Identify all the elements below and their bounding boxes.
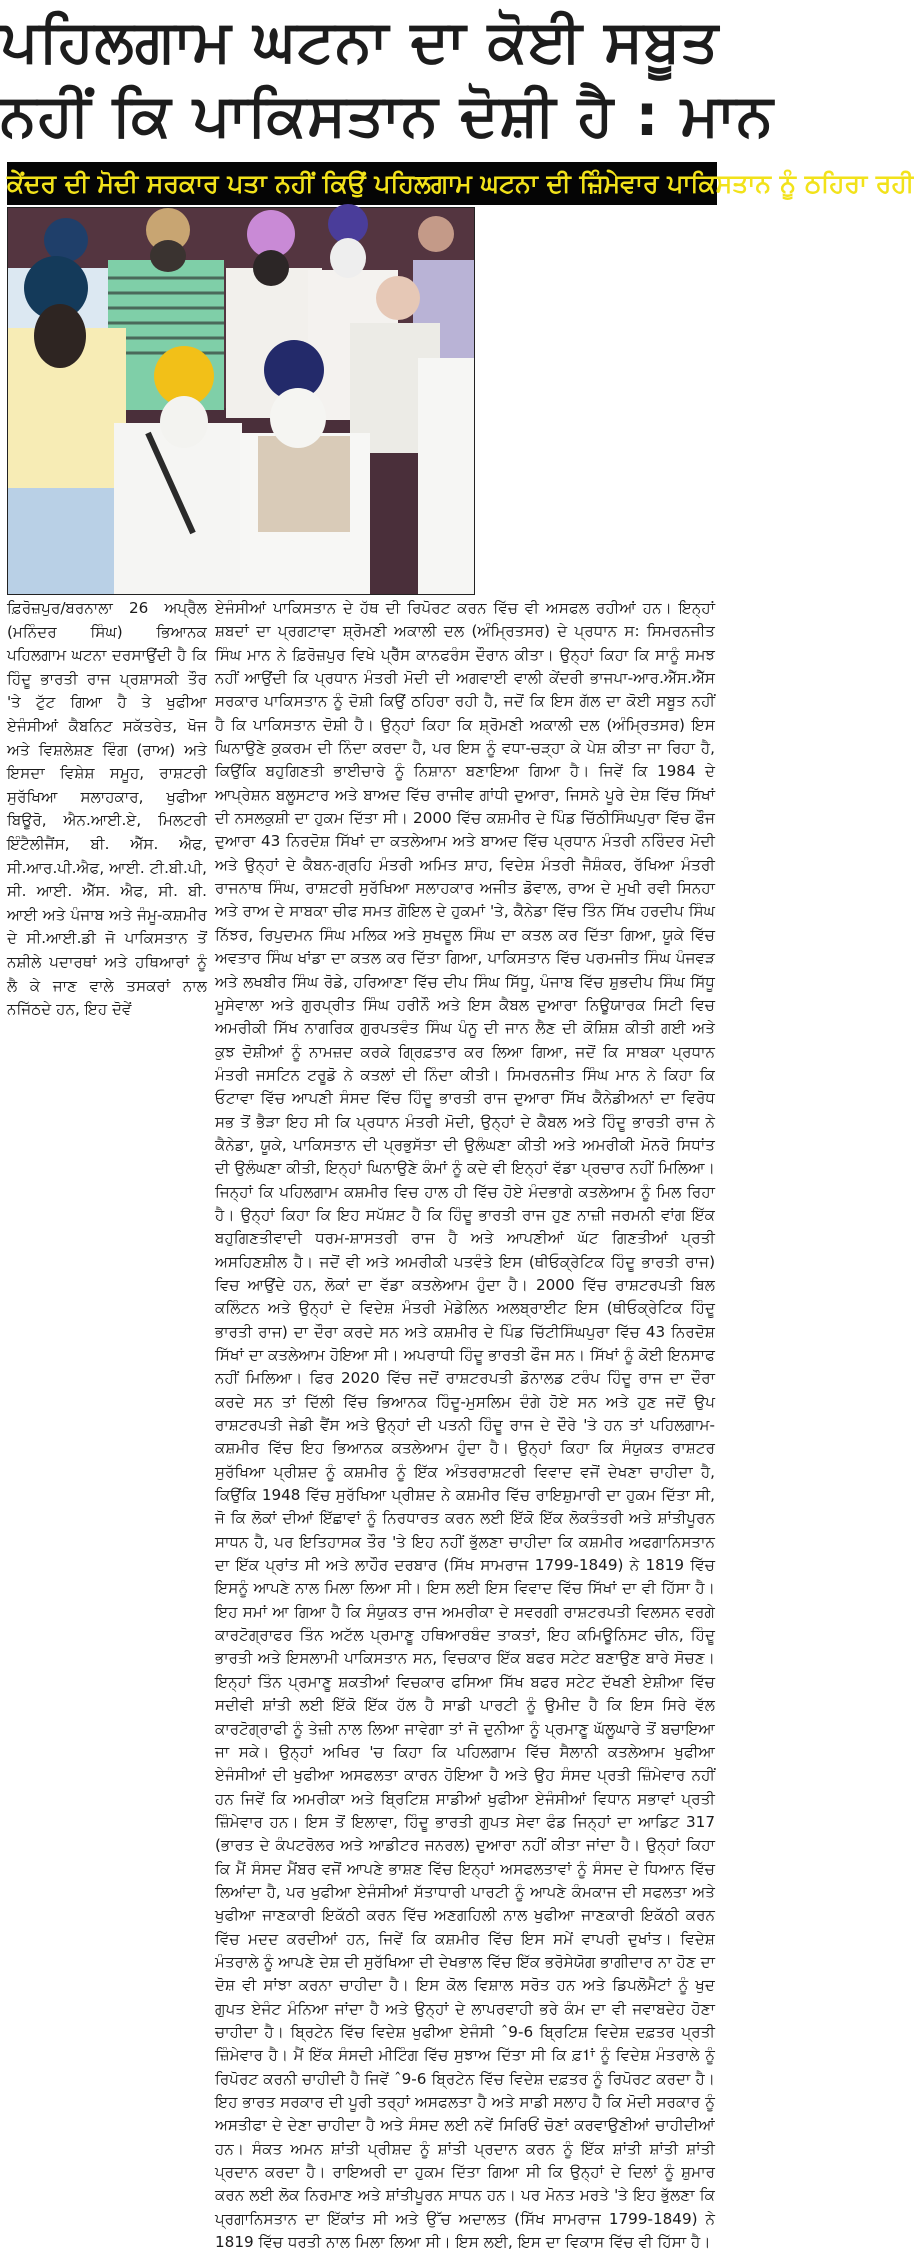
headline-line-1: ਪਹਿਲਗਾਮ ਘਟਨਾ ਦਾ ਕੋਈ ਸਬੂਤ — [0, 7, 720, 75]
dateline: ਫ਼ਿਰੋਜ਼ਪੁਰ/ਬਰਨਾਲਾ 26 ਅਪ੍ਰੈਲ (ਮਨਿੰਦਰ ਸਿੰਘ) — [7, 599, 207, 641]
subheadline-banner: ਕੇਂਦਰ ਦੀ ਮੋਦੀ ਸਰਕਾਰ ਪਤਾ ਨਹੀਂ ਕਿਉਂ ਪਹਿਲਗਾਮ ਘਟਨਾ ਦੀ ਜ਼ਿੰਮੇਵਾਰ ਪਾਕਿਸਤਾਨ ਨੂੰ ਠਹਿਰਾ ਰਹੀ — [7, 162, 717, 205]
left-column-paragraph — [7, 597, 207, 1022]
headline — [0, 4, 774, 152]
beard — [150, 240, 186, 272]
white-beard — [270, 388, 326, 448]
headline-line-2: ਨਹੀਂ ਕਿ ਪਾਕਿਸਤਾਨ ਦੋਸ਼ੀ ਹੈ : ਮਾਨ — [0, 81, 774, 149]
white-kurta — [114, 423, 242, 594]
beard — [253, 250, 289, 286]
left-column-body: ਭਿਆਨਕ ਪਹਿਲਗਾਮ ਘਟਨਾ ਦਰਸਾਉਂਦੀ ਹੈ ਕਿ ਹਿੰਦੂ ਭਾਰਤੀ ਰਾਜ ਪ੍ਰਸ਼ਾਸਕੀ ਤੌਰ 'ਤੇ ਟੁੱਟ ਗਿਆ ਹੈ ਤੇ ਖੁਫੀਆ ਏਜੰਸੀਆਂ ਕੈਬਨਿਟ ਸਕੱਤਰੇਤ, ਖੋਜ ਅਤੇ ਵਿਸ਼ਲੇਸ਼ਣ ਵਿੰਗ (ਰਾਅ) ਅਤੇ ਇਸਦਾ ਵਿਸ਼ੇਸ਼ ਸਮੂਹ, ਰਾਸ਼ਟਰੀ ਸੁਰੱਖਿਆ ਸਲਾਹਕਾਰ, ਖੁਫੀਆ ਬਿਊਰੋ, ਐਨ.ਆਈ.ਏ, ਮਿਲਟਰੀ ਇੰਟੈਲੀਜੈਂਸ, ਬੀ. ਐੱਸ. ਐਫ, ਸੀ.ਆਰ.ਪੀ.ਐਫ, ਆਈ. ਟੀ.ਬੀ.ਪੀ, ਸੀ. ਆਈ. ਐੱਸ. ਐਫ, ਸੀ. ਬੀ. ਆਈ ਅਤੇ ਪੰਜਾਬ ਅਤੇ ਜੰਮੂ-ਕਸ਼ਮੀਰ ਦੇ ਸੀ.ਆਈ.ਡੀ ਜੋ ਪਾਕਿਸਤਾਨ ਤੋਂ ਨਸ਼ੀਲੇ ਪਦਾਰਥਾਂ ਅਤੇ ਹਥਿਆਰਾਂ ਨੂੰ ਲੈ ਕੇ ਜਾਣ ਵਾਲੇ ਤਸਕਰਾਂ ਨਾਲ ਨਜਿੱਠਦੇ ਹਨ, ਇਹ ਦੋਵੇਂ — [7, 622, 207, 1019]
white-beard — [160, 396, 208, 448]
article-left-column — [7, 597, 207, 1022]
right-column-body: ਏਜੰਸੀਆਂ ਪਾਕਿਸਤਾਨ ਦੇ ਹੱਥ ਦੀ ਰਿਪੋਰਟ ਕਰਨ ਵਿੱਚ ਵੀ ਅਸਫਲ ਰਹੀਆਂ ਹਨ। ਇਨ੍ਹਾਂ ਸ਼ਬਦਾਂ ਦਾ ਪ੍ਰਗਟਾਵਾ ਸ਼੍ਰੋਮਣੀ ਅਕਾਲੀ ਦਲ (ਅੰਮ੍ਰਿਤਸਰ) ਦੇ ਪ੍ਰਧਾਨ ਸ: ਸਿਮਰਨਜੀਤ ਸਿੰਘ ਮਾਨ ਨੇ ਫ਼ਿਰੋਜ਼ਪੁਰ ਵਿਖੇ ਪ੍ਰੈੱਸ ਕਾਨਫਰੰਸ ਦੌਰਾਨ ਕੀਤਾ। ਉਨ੍ਹਾਂ ਕਿਹਾ ਕਿ ਸਾਨੂੰ ਸਮਝ ਨਹੀਂ ਆਉਂਦੀ ਕਿ ਪ੍ਰਧਾਨ ਮੰਤਰੀ ਮੋਦੀ ਦੀ ਅਗਵਾਈ ਵਾਲੀ ਕੇਂਦਰੀ ਭਾਜਪਾ-ਆਰ.ਐੱਸ.ਐੱਸ ਸਰਕਾਰ ਪਾਕਿਸਤਾਨ ਨੂੰ ਦੋਸ਼ੀ ਕਿਉਂ ਠਹਿਰਾ ਰਹੀ ਹੈ, ਜਦੋਂ ਕਿ ਇਸ ਗੱਲ ਦਾ ਕੋਈ ਸਬੂਤ ਨਹੀਂ ਹੈ ਕਿ ਪਾਕਿਸਤਾਨ ਦੋਸ਼ੀ ਹੈ। ਉਨ੍ਹਾਂ ਕਿਹਾ ਕਿ ਸ਼੍ਰੋਮਣੀ ਅਕਾਲੀ ਦਲ (ਅੰਮ੍ਰਿਤਸਰ) ਇਸ ਘਿਨਾਉਣੇ ਕੁਕਰਮ ਦੀ ਨਿੰਦਾ ਕਰਦਾ ਹੈ, ਪਰ ਇਸ ਨੂੰ ਵਧਾ-ਚੜ੍ਹਾ ਕੇ ਪੇਸ਼ ਕੀਤਾ ਜਾ ਰਿਹਾ ਹੈ, ਕਿਉਂਕਿ ਬਹੁਗਿਣਤੀ ਭਾਈਚਾਰੇ ਨੂੰ ਨਿਸ਼ਾਨਾ ਬਣਾਇਆ ਗਿਆ ਹੈ। ਜਿਵੇਂ ਕਿ 1984 ਦੇ ਆਪ੍ਰੇਸ਼ਨ ਬਲੂਸਟਾਰ ਅਤੇ ਬਾਅਦ ਵਿੱਚ ਰਾਜੀਵ ਗਾਂਧੀ ਦੁਆਰਾ, ਜਿਸਨੇ ਪੂਰੇ ਦੇਸ਼ ਵਿੱਚ ਸਿੱਖਾਂ ਦੀ ਨਸਲਕੁਸ਼ੀ ਦਾ ਹੁਕਮ ਦਿੱਤਾ ਸੀ। 2000 ਵਿੱਚ ਕਸ਼ਮੀਰ ਦੇ ਪਿੰਡ ਚਿੱਠੀਸਿੰਘਪੁਰਾ ਵਿੱਚ ਫੌਜ ਦੁਆਰਾ 43 ਨਿਰਦੋਸ਼ ਸਿੱਖਾਂ ਦਾ ਕਤਲੇਆਮ ਅਤੇ ਬਾਅਦ ਵਿੱਚ ਪ੍ਰਧਾਨ ਮੰਤਰੀ ਨਰਿੰਦਰ ਮੋਦੀ ਅਤੇ ਉਨ੍ਹਾਂ ਦੇ ਕੈਬਨ-ਗ੍ਰਹਿ ਮੰਤਰੀ ਅਮਿਤ ਸ਼ਾਹ, ਵਿਦੇਸ਼ ਮੰਤਰੀ ਜੈਸ਼ੰਕਰ, ਰੱਖਿਆ ਮੰਤਰੀ ਰਾਜਨਾਥ ਸਿੰਘ, ਰਾਸ਼ਟਰੀ ਸੁਰੱਖਿਆ ਸਲਾਹਕਾਰ ਅਜੀਤ ਡੋਵਾਲ, ਰਾਅ ਦੇ ਮੁਖੀ ਰਵੀ ਸਿਨਹਾ ਅਤੇ ਰਾਅ ਦੇ ਸਾਬਕਾ ਚੀਫ ਸਮਤ ਗੋਇਲ ਦੇ ਹੁਕਮਾਂ 'ਤੇ, ਕੈਨੇਡਾ ਵਿੱਚ ਤਿੰਨ ਸਿੱਖ ਹਰਦੀਪ ਸਿੰਘ ਨਿੱਝਰ, ਰਿਪੁਦਮਨ ਸਿੰਘ ਮਲਿਕ ਅਤੇ ਸੁਖਦੂਲ ਸਿੰਘ ਦਾ ਕਤਲ ਕਰ ਦਿੱਤਾ ਗਿਆ, ਯੂਕੇ ਵਿੱਚ ਅਵਤਾਰ ਸਿੰਘ ਖਾਂਡਾ ਦਾ ਕਤਲ ਕਰ ਦਿੱਤਾ ਗਿਆ, ਪਾਕਿਸਤਾਨ ਵਿੱਚ ਪਰਮਜੀਤ ਸਿੰਘ ਪੰਜਵੜ ਅਤੇ ਲਖਬੀਰ ਸਿੰਘ ਰੋਡੇ, ਹਰਿਆਣਾ ਵਿੱਚ ਦੀਪ ਸਿੰਘ ਸਿੱਧੂ, ਪੰਜਾਬ ਵਿੱਚ ਸ਼ੁਭਦੀਪ ਸਿੰਘ ਸਿੱਧੂ ਮੂਸੇਵਾਲਾ ਅਤੇ ਗੁਰਪ੍ਰੀਤ ਸਿੰਘ ਹਰੀਨੌ ਅਤੇ ਇਸ ਕੈਬਲ ਦੁਆਰਾ ਨਿਊਯਾਰਕ ਸਿਟੀ ਵਿਚ ਅਮਰੀਕੀ ਸਿੱਖ ਨਾਗਰਿਕ ਗੁਰਪਤਵੰਤ ਸਿੰਘ ਪੰਨੂ ਦੀ ਜਾਨ ਲੈਣ ਦੀ ਕੋਸ਼ਿਸ਼ ਕੀਤੀ ਗਈ ਅਤੇ ਕੁਝ ਦੋਸ਼ੀਆਂ ਨੂੰ ਨਾਮਜ਼ਦ ਕਰਕੇ ਗ੍ਰਿਫ਼ਤਾਰ ਕਰ ਲਿਆ ਗਿਆ, ਜਦੋਂ ਕਿ ਸਾਬਕਾ ਪ੍ਰਧਾਨ ਮੰਤਰੀ ਜਸਟਿਨ ਟਰੂਡੋ ਨੇ ਕਤਲਾਂ ਦੀ ਨਿੰਦਾ ਕੀਤੀ। ਸਿਮਰਨਜੀਤ ਸਿੰਘ ਮਾਨ ਨੇ ਕਿਹਾ ਕਿ ਓਟਾਵਾ ਵਿੱਚ ਆਪਣੀ ਸੰਸਦ ਵਿੱਚ ਹਿੰਦੂ ਭਾਰਤੀ ਰਾਜ ਦੁਆਰਾ ਸਿੱਖ ਕੈਨੇਡੀਅਨਾਂ ਦਾ ਵਿਰੋਧ ਸਭ ਤੋਂ ਭੈੜਾ ਇਹ ਸੀ ਕਿ ਪ੍ਰਧਾਨ ਮੰਤਰੀ ਮੋਦੀ, ਉਨ੍ਹਾਂ ਦੇ ਕੈਬਲ ਅਤੇ ਹਿੰਦੂ ਭਾਰਤੀ ਰਾਜ ਨੇ ਕੈਨੇਡਾ, ਯੂਕੇ, ਪਾਕਿਸਤਾਨ ਦੀ ਪ੍ਰਭੁਸੱਤਾ ਦੀ ਉਲੰਘਣਾ ਕੀਤੀ ਅਤੇ ਅਮਰੀਕੀ ਮੋਨਰੋ ਸਿਧਾਂਤ ਦੀ ਉਲੰਘਣਾ ਕੀਤੀ, ਇਨ੍ਹਾਂ ਘਿਨਾਉਣੇ ਕੰਮਾਂ ਨੂੰ ਕਦੇ ਵੀ ਇਨ੍ਹਾਂ ਵੱਡਾ ਪ੍ਰਚਾਰ ਨਹੀਂ ਮਿਲਿਆ। ਜਿਨ੍ਹਾਂ ਕਿ ਪਹਿਲਗਾਮ ਕਸ਼ਮੀਰ ਵਿਚ ਹਾਲ ਹੀ ਵਿੱਚ ਹੋਏ ਮੰਦਭਾਗੇ ਕਤਲੇਆਮ ਨੂੰ ਮਿਲ ਰਿਹਾ ਹੈ। ਉਨ੍ਹਾਂ ਕਿਹਾ ਕਿ ਇਹ ਸਪੱਸ਼ਟ ਹੈ ਕਿ ਹਿੰਦੂ ਭਾਰਤੀ ਰਾਜ ਹੁਣ ਨਾਜ਼ੀ ਜਰਮਨੀ ਵਾਂਗ ਇੱਕ ਬਹੁਗਿਣਤੀਵਾਦੀ ਧਰਮ-ਸ਼ਾਸਤਰੀ ਰਾਜ ਹੈ ਅਤੇ ਆਪਣੀਆਂ ਘੱਟ ਗਿਣਤੀਆਂ ਪ੍ਰਤੀ ਅਸਹਿਣਸ਼ੀਲ ਹੈ। ਜਦੋਂ ਵੀ ਅਤੇ ਅਮਰੀਕੀ ਪਤਵੰਤੇ ਇਸ (ਥੀਓਕ੍ਰੇਟਿਕ ਹਿੰਦੂ ਭਾਰਤੀ ਰਾਜ) ਵਿਚ ਆਉਂਦੇ ਹਨ, ਲੋਕਾਂ ਦਾ ਵੱਡਾ ਕਤਲੇਆਮ ਹੁੰਦਾ ਹੈ। 2000 ਵਿੱਚ ਰਾਸ਼ਟਰਪਤੀ ਬਿਲ ਕਲਿੰਟਨ ਅਤੇ ਉਨ੍ਹਾਂ ਦੇ ਵਿਦੇਸ਼ ਮੰਤਰੀ ਮੇਡੇਲਿਨ ਅਲਬ੍ਰਾਈਟ ਇਸ (ਥੀਓਕ੍ਰੇਟਿਕ ਹਿੰਦੂ ਭਾਰਤੀ ਰਾਜ) ਦਾ ਦੌਰਾ ਕਰਦੇ ਸਨ ਅਤੇ ਕਸ਼ਮੀਰ ਦੇ ਪਿੰਡ ਚਿੱਟੀਸਿੰਘਪੁਰਾ ਵਿੱਚ 43 ਨਿਰਦੋਸ਼ ਸਿੱਖਾਂ ਦਾ ਕਤਲੇਆਮ ਹੋਇਆ ਸੀ। ਅਪਰਾਧੀ ਹਿੰਦੂ ਭਾਰਤੀ ਫੌਜ ਸਨ। ਸਿੱਖਾਂ ਨੂੰ ਕੋਈ ਇਨਸਾਫ ਨਹੀਂ ਮਿਲਿਆ। ਫਿਰ 2020 ਵਿੱਚ ਜਦੋਂ ਰਾਸ਼ਟਰਪਤੀ ਡੋਨਾਲਡ ਟਰੰਪ ਹਿੰਦੂ ਰਾਜ ਦਾ ਦੌਰਾ ਕਰਦੇ ਸਨ ਤਾਂ ਦਿੱਲੀ ਵਿੱਚ ਭਿਆਨਕ ਹਿੰਦੂ-ਮੁਸਲਿਮ ਦੰਗੇ ਹੋਏ ਸਨ ਅਤੇ ਹੁਣ ਜਦੋਂ ਉਪ ਰਾਸ਼ਟਰਪਤੀ ਜੇਡੀ ਵੈਂਸ ਅਤੇ ਉਨ੍ਹਾਂ ਦੀ ਪਤਨੀ ਹਿੰਦੂ ਰਾਜ ਦੇ ਦੌਰੇ 'ਤੇ ਹਨ ਤਾਂ ਪਹਿਲਗਾਮ-ਕਸ਼ਮੀਰ ਵਿੱਚ ਇਹ ਭਿਆਨਕ ਕਤਲੇਆਮ ਹੁੰਦਾ ਹੈ। ਉਨ੍ਹਾਂ ਕਿਹਾ ਕਿ ਸੰਯੁਕਤ ਰਾਸ਼ਟਰ ਸੁਰੱਖਿਆ ਪ੍ਰੀਸ਼ਦ ਨੂੰ ਕਸ਼ਮੀਰ ਨੂੰ ਇੱਕ ਅੰਤਰਰਾਸ਼ਟਰੀ ਵਿਵਾਦ ਵਜੋਂ ਦੇਖਣਾ ਚਾਹੀਦਾ ਹੈ, ਕਿਉਂਕਿ 1948 ਵਿੱਚ ਸੁਰੱਖਿਆ ਪ੍ਰੀਸ਼ਦ ਨੇ ਕਸ਼ਮੀਰ ਵਿੱਚ ਰਾਇਸ਼ੁਮਾਰੀ ਦਾ ਹੁਕਮ ਦਿੱਤਾ ਸੀ, ਜੋ ਕਿ ਲੋਕਾਂ ਦੀਆਂ ਇੱਛਾਵਾਂ ਨੂੰ ਨਿਰਧਾਰਤ ਕਰਨ ਲਈ ਇੱਕੋ ਇੱਕ ਲੋਕਤੰਤਰੀ ਅਤੇ ਸ਼ਾਂਤੀਪੂਰਨ ਸਾਧਨ ਹੈ, ਪਰ ਇਤਿਹਾਸਕ ਤੌਰ 'ਤੇ ਇਹ ਨਹੀਂ ਭੁੱਲਣਾ ਚਾਹੀਦਾ ਕਿ ਕਸ਼ਮੀਰ ਅਫਗਾਨਿਸਤਾਨ ਦਾ ਇੱਕ ਪ੍ਰਾਂਤ ਸੀ ਅਤੇ ਲਾਹੌਰ ਦਰਬਾਰ (ਸਿੱਖ ਸਾਮਰਾਜ 1799-1849) ਨੇ 1819 ਵਿੱਚ ਇਸਨੂੰ ਆਪਣੇ ਨਾਲ ਮਿਲਾ ਲਿਆ ਸੀ। ਇਸ ਲਈ ਇਸ ਵਿਵਾਦ ਵਿੱਚ ਸਿੱਖਾਂ ਦਾ ਵੀ ਹਿੱਸਾ ਹੈ। ਇਹ ਸਮਾਂ ਆ ਗਿਆ ਹੈ ਕਿ ਸੰਯੁਕਤ ਰਾਜ ਅਮਰੀਕਾ ਦੇ ਸਵਰਗੀ ਰਾਸ਼ਟਰਪਤੀ ਵਿਲਸਨ ਵਰਗੇ ਕਾਰਟੋਗ੍ਰਾਫਰ ਤਿੰਨ ਅਟੱਲ ਪ੍ਰਮਾਣੂ ਹਥਿਆਰਬੰਦ ਤਾਕਤਾਂ, ਇਹ ਕਮਿਊਨਿਸਟ ਚੀਨ, ਹਿੰਦੂ ਭਾਰਤੀ ਅਤੇ ਇਸਲਾਮੀ ਪਾਕਿਸਤਾਨ ਸਨ, ਵਿਚਕਾਰ ਇੱਕ ਬਫਰ ਸਟੇਟ ਬਣਾਉਣ ਬਾਰੇ ਸੋਚਣ। ਇਨ੍ਹਾਂ ਤਿੰਨ ਪ੍ਰਮਾਣੂ ਸ਼ਕਤੀਆਂ ਵਿਚਕਾਰ ਫਸਿਆ ਸਿੱਖ ਬਫਰ ਸਟੇਟ ਦੱਖਣੀ ਏਸ਼ੀਆ ਵਿੱਚ ਸਦੀਵੀ ਸ਼ਾਂਤੀ ਲਈ ਇੱਕੋ ਇੱਕ ਹੱਲ ਹੈ ਸਾਡੀ ਪਾਰਟੀ ਨੂੰ ਉਮੀਦ ਹੈ ਕਿ ਇਸ ਸਿਰੇ ਵੱਲ ਕਾਰਟੋਗ੍ਰਾਫੀ ਨੂੰ ਤੇਜ਼ੀ ਨਾਲ ਲਿਆ ਜਾਵੇਗਾ ਤਾਂ ਜੋ ਦੁਨੀਆ ਨੂੰ ਪ੍ਰਮਾਣੂ ਘੱਲੂਘਾਰੇ ਤੋਂ ਬਚਾਇਆ ਜਾ ਸਕੇ। ਉਨ੍ਹਾਂ ਅਖਿਰ 'ਚ ਕਿਹਾ ਕਿ ਪਹਿਲਗਾਮ ਵਿੱਚ ਸੈਲਾਨੀ ਕਤਲੇਆਮ ਖੁਫੀਆ ਏਜੰਸੀਆਂ ਦੀ ਖੁਫੀਆ ਅਸਫਲਤਾ ਕਾਰਨ ਹੋਇਆ ਹੈ ਅਤੇ ਉਹ ਸੰਸਦ ਪ੍ਰਤੀ ਜ਼ਿੰਮੇਵਾਰ ਨਹੀਂ ਹਨ ਜਿਵੇਂ ਕਿ ਅਮਰੀਕਾ ਅਤੇ ਬ੍ਰਿਟਿਸ਼ ਸਾਡੀਆਂ ਖੁਫੀਆ ਏਜੰਸੀਆਂ ਵਿਧਾਨ ਸਭਾਵਾਂ ਪ੍ਰਤੀ ਜ਼ਿੰਮੇਵਾਰ ਹਨ। ਇਸ ਤੋਂ ਇਲਾਵਾ, ਹਿੰਦੂ ਭਾਰਤੀ ਗੁਪਤ ਸੇਵਾ ਫੰਡ ਜਿਨ੍ਹਾਂ ਦਾ ਆਡਿਟ 317 (ਭਾਰਤ ਦੇ ਕੰਪਟਰੋਲਰ ਅਤੇ ਆਡੀਟਰ ਜਨਰਲ) ਦੁਆਰਾ ਨਹੀਂ ਕੀਤਾ ਜਾਂਦਾ ਹੈ। ਉਨ੍ਹਾਂ ਕਿਹਾ ਕਿ ਮੈਂ ਸੰਸਦ ਮੈਂਬਰ ਵਜੋਂ ਆਪਣੇ ਭਾਸ਼ਣ ਵਿੱਚ ਇਨ੍ਹਾਂ ਅਸਫਲਤਾਵਾਂ ਨੂੰ ਸੰਸਦ ਦੇ ਧਿਆਨ ਵਿੱਚ ਲਿਆਂਦਾ ਹੈ, ਪਰ ਖੁਫੀਆ ਏਜੰਸੀਆਂ ਸੱਤਾਧਾਰੀ ਪਾਰਟੀ ਨੂੰ ਆਪਣੇ ਕੰਮਕਾਜ ਦੀ ਸਫਲਤਾ ਅਤੇ ਖੁਫੀਆ ਜਾਣਕਾਰੀ ਇਕੱਠੀ ਕਰਨ ਵਿੱਚ ਅਣਗਹਿਲੀ ਨਾਲ ਖੁਫੀਆ ਜਾਣਕਾਰੀ ਇਕੱਠੀ ਕਰਨ ਵਿੱਚ ਮਦਦ ਕਰਦੀਆਂ ਹਨ, ਜਿਵੇਂ ਕਿ ਕਸ਼ਮੀਰ ਵਿੱਚ ਇਸ ਸਮੇਂ ਵਾਪਰੀ ਦੁਖਾਂਤ। ਵਿਦੇਸ਼ ਮੰਤਰਾਲੇ ਨੂੰ ਆਪਣੇ ਦੇਸ਼ ਦੀ ਸੁਰੱਖਿਆ ਦੀ ਦੇਖਭਾਲ ਵਿੱਚ ਇੱਕ ਭਰੋਸੇਯੋਗ ਭਾਗੀਦਾਰ ਨਾ ਹੋਣ ਦਾ ਦੋਸ਼ ਵੀ ਸਾਂਝਾ ਕਰਨਾ ਚਾਹੀਦਾ ਹੈ। ਇਸ ਕੋਲ ਵਿਸ਼ਾਲ ਸਰੋਤ ਹਨ ਅਤੇ ਡਿਪਲੋਮੈਟਾਂ ਨੂੰ ਖੁਦ ਗੁਪਤ ਏਜੰਟ ਮੰਨਿਆ ਜਾਂਦਾ ਹੈ ਅਤੇ ਉਨ੍ਹਾਂ ਦੇ ਲਾਪਰਵਾਹੀ ਭਰੇ ਕੰਮ ਦਾ ਵੀ ਜਵਾਬਦੇਹ ਹੋਣਾ ਚਾਹੀਦਾ ਹੈ। ਬ੍ਰਿਟੇਨ ਵਿੱਚ ਵਿਦੇਸ਼ ਖੁਫੀਆ ਏਜੰਸੀ ˆ9-6 ਬ੍ਰਿਟਿਸ਼ ਵਿਦੇਸ਼ ਦਫ਼ਤਰ ਪ੍ਰਤੀ ਜ਼ਿੰਮੇਵਾਰ ਹੈ। ਮੈਂ ਇੱਕ ਸੰਸਦੀ ਮੀਟਿੰਗ ਵਿੱਚ ਸੁਝਾਅ ਦਿੱਤਾ ਸੀ ਕਿ ਫ਼1ਾਂ ਨੂੰ ਵਿਦੇਸ਼ ਮੰਤਰਾਲੇ ਨੂੰ ਰਿਪੋਰਟ ਕਰਨੀ ਚਾਹੀਦੀ ਹੈ ਜਿਵੇਂ ˆ9-6 ਬ੍ਰਿਟੇਨ ਵਿੱਚ ਵਿਦੇਸ਼ ਦਫ਼ਤਰ ਨੂੰ ਰਿਪੋਰਟ ਕਰਦਾ ਹੈ। ਇਹ ਭਾਰਤ ਸਰਕਾਰ ਦੀ ਪੂਰੀ ਤਰ੍ਹਾਂ ਅਸਫਲਤਾ ਹੈ ਅਤੇ ਸਾਡੀ ਸਲਾਹ ਹੈ ਕਿ ਮੋਦੀ ਸਰਕਾਰ ਨੂੰ ਅਸਤੀਫਾ ਦੇ ਦੇਣਾ ਚਾਹੀਦਾ ਹੈ ਅਤੇ ਸੰਸਦ ਲਈ ਨਵੇਂ ਸਿਰਿਓਂ ਚੋਣਾਂ ਕਰਵਾਉਣੀਆਂ ਚਾਹੀਦੀਆਂ ਹਨ। ਸੰਕਤ ਅਮਨ ਸ਼ਾਂਤੀ ਪ੍ਰੀਸ਼ਦ ਨੂੰ ਸ਼ਾਂਤੀ ਪ੍ਰਦਾਨ ਕਰਨ ਨੂੰ ਇੱਕ ਸ਼ਾਂਤੀ ਸ਼ਾਂਤੀ ਸ਼ਾਂਤੀ ਪ੍ਰਦਾਨ ਕਰਦਾ ਹੈ। ਰਾਇਅਰੀ ਦਾ ਹੁਕਮ ਦਿੱਤਾ ਗਿਆ ਸੀ ਕਿ ਉਨ੍ਹਾਂ ਦੇ ਦਿਲਾਂ ਨੂੰ ਸ਼ੁਮਾਰ ਕਰਨ ਲਈ ਲੋਕ ਨਿਰਮਾਣ ਅਤੇ ਸ਼ਾਂਤੀਪੂਰਨ ਸਾਧਨ ਹਨ। ਪਰ ਮੋਨਤ ਮਰਤੇ 'ਤੇ ਇਹ ਭੁੱਲਣਾ ਕਿ ਪ੍ਰਗਾਨਿਸਤਾਨ ਦਾ ਇੱਕਾਂਤ ਸੀ ਅਤੇ ਉੱਚ ਅਦਾਲਤ (ਸਿੱਖ ਸਾਮਰਾਜ 1799-1849) ਨੇ 1819 ਵਿੱਚ ਧਰਤੀ ਨਾਲ ਮਿਲਾ ਲਿਆ ਸੀ। ਇਸ ਲਈ, ਇਸ ਦਾ ਵਿਕਾਸ ਵਿੱਚ ਵੀ ਹਿੱਸਾ ਹੈ। — [215, 599, 715, 2252]
press-conference-photo — [7, 207, 475, 595]
beard — [330, 238, 366, 278]
photo-illustration — [8, 208, 474, 594]
turban — [44, 218, 88, 262]
jeans — [8, 488, 118, 594]
girl-face — [376, 276, 420, 320]
white-kurta — [418, 358, 474, 594]
beard — [34, 304, 86, 368]
article-right-column — [215, 597, 715, 2254]
face — [418, 216, 454, 252]
beige-vest — [258, 436, 350, 532]
